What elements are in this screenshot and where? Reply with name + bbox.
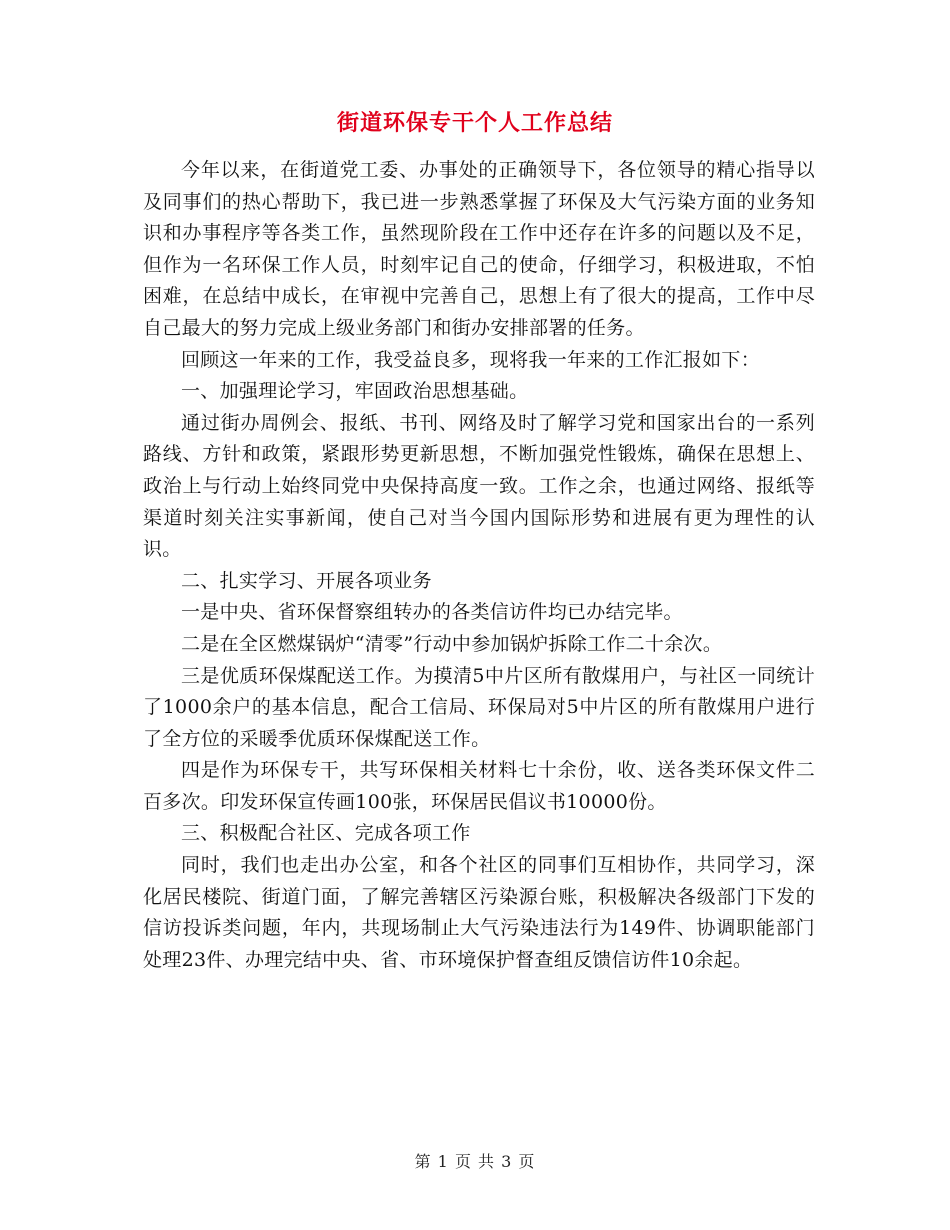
paragraph-theory-study: 通过街办周例会、报纸、书刊、网络及时了解学习党和国家出台的一系列路线、方针和政策，紧跟形势更新思想，不断加强党性锻炼，确保在思想上、政治上与行动上始终同党中央保持高度一致。工作之余，也通过网络、报纸等渠道时刻关注实事新闻，使自己对当今国内国际形势和进展有更为理性的认识。 bbox=[143, 411, 815, 561]
section-heading-2: 二、扎实学习、开展各项业务 bbox=[181, 569, 432, 592]
paragraph-item-2: 二是在全区燃煤锅炉“清零”行动中参加锅炉拆除工作二十余次。 bbox=[181, 632, 723, 655]
section-heading-1: 一、加强理论学习，牢固政治思想基础。 bbox=[181, 380, 529, 403]
paragraph-item-3: 三是优质环保煤配送工作。为摸清5中片区所有散煤用户，与社区一同统计了1000余户的基本信息，配合工信局、环保局对5中片区的所有散煤用户进行了全方位的采暖季优质环保煤配送工作。 bbox=[143, 664, 815, 750]
section-heading-3: 三、积极配合社区、完成各项工作 bbox=[181, 822, 471, 845]
document-body bbox=[143, 155, 815, 976]
page-footer: 第 1 页 共 3 页 bbox=[414, 1152, 536, 1171]
paragraph-item-1: 一是中央、省环保督察组转办的各类信访件均已办结完毕。 bbox=[181, 601, 683, 624]
paragraph-community-work: 同时，我们也走出办公室，和各个社区的同事们互相协作，共同学习，深化居民楼院、街道门面，了解完善辖区污染源台账，积极解决各级部门下发的信访投诉类问题，年内，共现场制止大气污染违法行为149件、协调职能部门处理23件、办理完结中央、省、市环境保护督查组反馈信访件10余起。 bbox=[143, 854, 815, 971]
paragraph-intro: 今年以来，在街道党工委、办事处的正确领导下，各位领导的精心指导以及同事们的热心帮助下，我已进一步熟悉掌握了环保及大气污染方面的业务知识和办事程序等各类工作，虽然现阶段在工作中还存在许多的问题以及不足，但作为一名环保工作人员，时刻牢记自己的使命，仔细学习，积极进取，不怕困难，在总结中成长，在审视中完善自己，思想上有了很大的提高，工作中尽自己最大的努力完成上级业务部门和街办安排部署的任务。 bbox=[143, 159, 815, 339]
document-title: 街道环保专干个人工作总结 bbox=[336, 110, 613, 136]
paragraph-item-4: 四是作为环保专干，共写环保相关材料七十余份，收、送各类环保文件二百多次。印发环保宣传画100张，环保居民倡议书10000份。 bbox=[143, 759, 815, 813]
paragraph-review: 回顾这一年来的工作，我受益良多，现将我一年来的工作汇报如下： bbox=[181, 348, 761, 371]
